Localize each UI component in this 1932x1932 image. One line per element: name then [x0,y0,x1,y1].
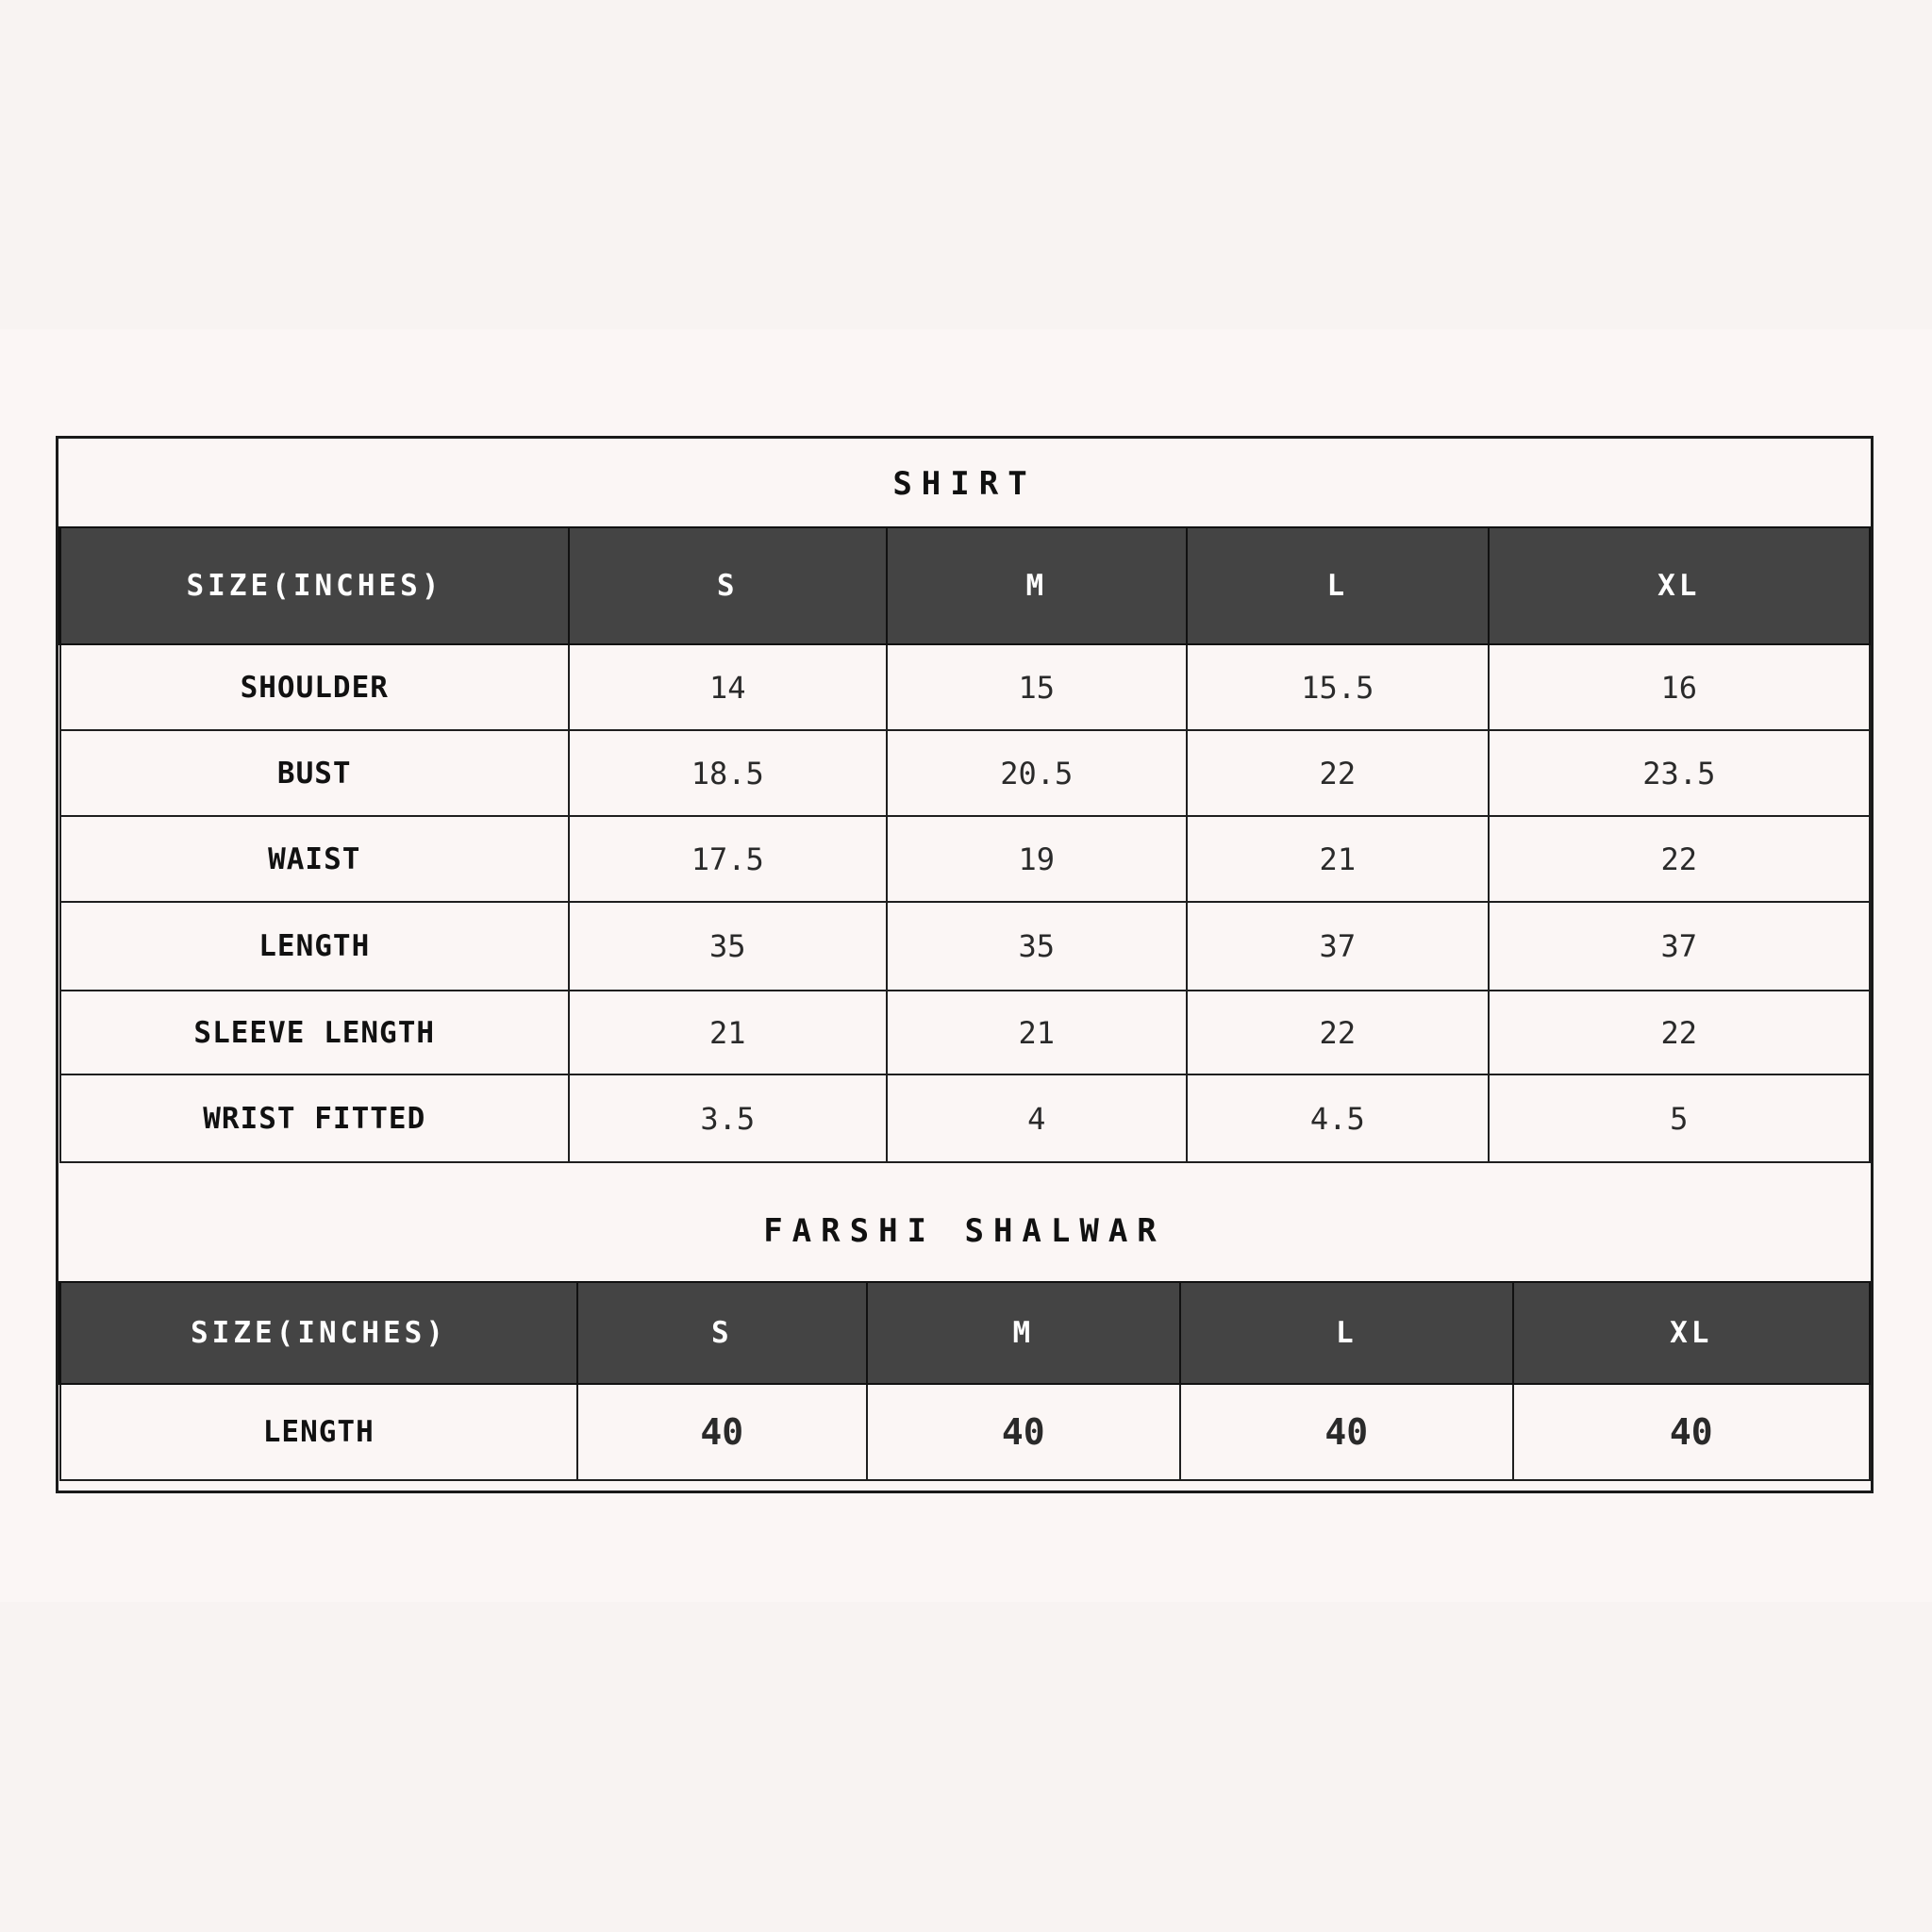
column-header: L [1180,1282,1512,1384]
column-header: S [577,1282,867,1384]
table-cell: 35 [569,902,887,991]
table-cell: 40 [867,1384,1181,1480]
table-row [60,816,1871,902]
table-cell: 14 [569,644,887,730]
shalwar-size-table [58,1281,1871,1481]
row-label: BUST [60,730,570,816]
table-cell: 21 [569,991,887,1074]
table-cell: 37 [1187,902,1489,991]
table-cell: 22 [1187,991,1489,1074]
row-label: WRIST FITTED [60,1074,570,1162]
table-header-row [60,527,1871,644]
column-header: XL [1513,1282,1870,1384]
table-row [60,1074,1871,1162]
column-header: M [887,527,1188,644]
table-cell: 20.5 [887,730,1188,816]
table-cell: 19 [887,816,1188,902]
column-header: XL [1489,527,1870,644]
table-header-row [60,1282,1871,1384]
row-label: LENGTH [60,902,570,991]
table-cell: 4.5 [1187,1074,1489,1162]
table-cell: 22 [1489,991,1870,1074]
table-cell: 40 [1513,1384,1870,1480]
column-header: S [569,527,887,644]
table-row [60,1384,1871,1480]
table-cell: 21 [887,991,1188,1074]
size-chart [56,436,1874,1493]
table-cell: 3.5 [569,1074,887,1162]
table-cell: 35 [887,902,1188,991]
table-cell: 5 [1489,1074,1870,1162]
shirt-section-title: SHIRT [892,465,1037,503]
table-row [60,902,1871,991]
shalwar-section-title: FARSHI SHALWAR [763,1212,1166,1250]
table-cell: 22 [1187,730,1489,816]
column-header: M [867,1282,1181,1384]
table-cell: 40 [1180,1384,1512,1480]
table-cell: 21 [1187,816,1489,902]
table-cell: 15 [887,644,1188,730]
table-row [60,730,1871,816]
table-cell: 15.5 [1187,644,1489,730]
table-cell: 4 [887,1074,1188,1162]
table-cell: 23.5 [1489,730,1870,816]
column-header: SIZE(INCHES) [60,1282,578,1384]
table-cell: 17.5 [569,816,887,902]
table-row [60,644,1871,730]
column-header: SIZE(INCHES) [60,527,570,644]
row-label: LENGTH [60,1384,578,1480]
shirt-size-table [58,526,1871,1163]
table-row [60,991,1871,1074]
table-cell: 18.5 [569,730,887,816]
table-cell: 37 [1489,902,1870,991]
column-header: L [1187,527,1489,644]
table-cell: 22 [1489,816,1870,902]
row-label: SLEEVE LENGTH [60,991,570,1074]
table-cell: 40 [577,1384,867,1480]
table-cell: 16 [1489,644,1870,730]
row-label: WAIST [60,816,570,902]
row-label: SHOULDER [60,644,570,730]
